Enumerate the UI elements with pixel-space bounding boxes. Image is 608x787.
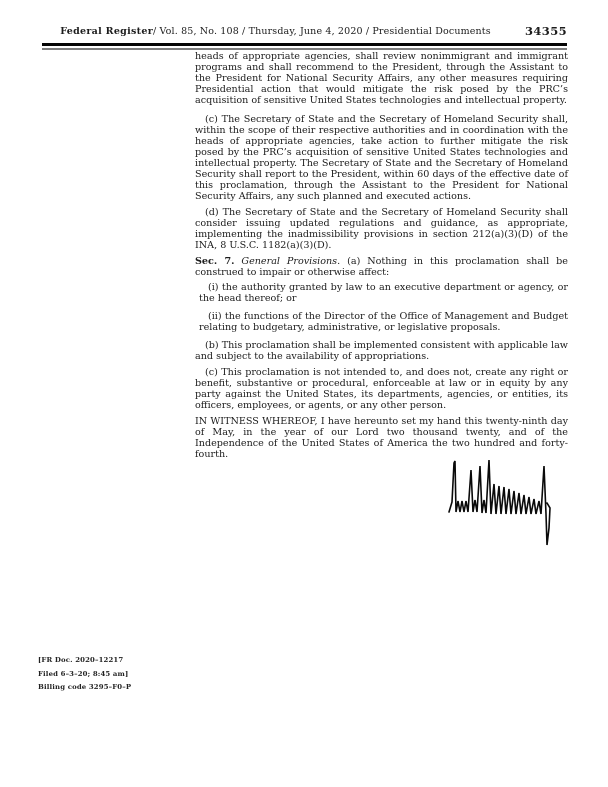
paragraph-continuation: heads of appropriate agencies, shall review nonimmigrant and immigrant programs and shall recommend to the President, through the Assistant to the President for National Security Affairs, any other measures requiring Presidential action that would mitigate the risk posed by the PRC’s acquisition of sensitive United States technologies and intellectual property. bbox=[195, 51, 568, 106]
paragraph-sec7-b: (b) This proclamation shall be implemented consistent with applicable law and subject to the availability of appropriations. bbox=[195, 340, 568, 362]
signature-stroke bbox=[449, 460, 550, 545]
paragraph-sec7-ii: (ii) the functions of the Director of the Office of Management and Budget relating to budgetary, administrative, or legislative proposals. bbox=[199, 311, 568, 333]
paragraph-sec6-d: (d) The Secretary of State and the Secretary of Homeland Security shall consider issuing updated regulations and guidance, as appropriate, implementing the inadmissibility provisions in section 212(a)(3)(D) of the INA, 8 U.S.C. 1182(a)(3)(D). bbox=[195, 207, 568, 251]
publication-name: Federal Register bbox=[60, 26, 154, 37]
paragraph-witness: IN WITNESS WHEREOF, I have hereunto set my hand this twenty-ninth day of May, in the year of our Lord two thousand twenty, and of the Independence of the United States of America the two hundred and forty-fourth. bbox=[195, 416, 568, 460]
paragraph-sec7-c: (c) This proclamation is not intended to, and does not, create any right or benefit, substantive or procedural, enforceable at law or in equity by any party against the United States, its departments, agencies, or entities, its officers, employees, or agents, or any other person. bbox=[195, 367, 568, 411]
filing-block bbox=[38, 654, 131, 695]
sec7-text: (a) Nothing in this proclamation shall be construed to impair or otherwise affect: bbox=[195, 256, 568, 278]
running-head-title bbox=[42, 26, 509, 37]
paragraph-sec6-c: (c) The Secretary of State and the Secretary of Homeland Security shall, within the scope of their respective authorities and in coordination with the heads of appropriate agencies, take action to further mitigate the risk posed by the PRC’s acquisition of sensitive United States technologies and intellectual property. The Secretary of State and the Secretary of Homeland Security shall report to the President, within 60 days of the effective date of this proclamation, through the Assistant to the President for National Security Affairs, any such planned and executed actions. bbox=[195, 114, 568, 202]
paragraph-sec7-i: (i) the authority granted by law to an executive department or agency, or the head thereof; or bbox=[199, 282, 568, 304]
paragraph-sec7-heading bbox=[195, 256, 568, 278]
running-head bbox=[42, 26, 567, 40]
billing-code-line: Billing code 3295–F0–P bbox=[38, 683, 132, 691]
rule-thin bbox=[42, 48, 567, 50]
filed-line: Filed 6–3–20; 8:45 am] bbox=[38, 669, 129, 678]
sec7-title: General Provisions. bbox=[234, 256, 341, 267]
presidential-signature bbox=[446, 456, 582, 556]
fr-doc-line: [FR Doc. 2020–12217 bbox=[38, 656, 124, 664]
document-body bbox=[195, 51, 568, 465]
sec7-label: Sec. 7. bbox=[195, 256, 235, 267]
issue-info: / Vol. 85, No. 108 / Thursday, June 4, 2020 / Presidential Documents bbox=[153, 26, 491, 37]
page-number: 34355 bbox=[524, 24, 567, 38]
rule-thick bbox=[42, 43, 567, 46]
header-double-rule bbox=[42, 43, 567, 50]
